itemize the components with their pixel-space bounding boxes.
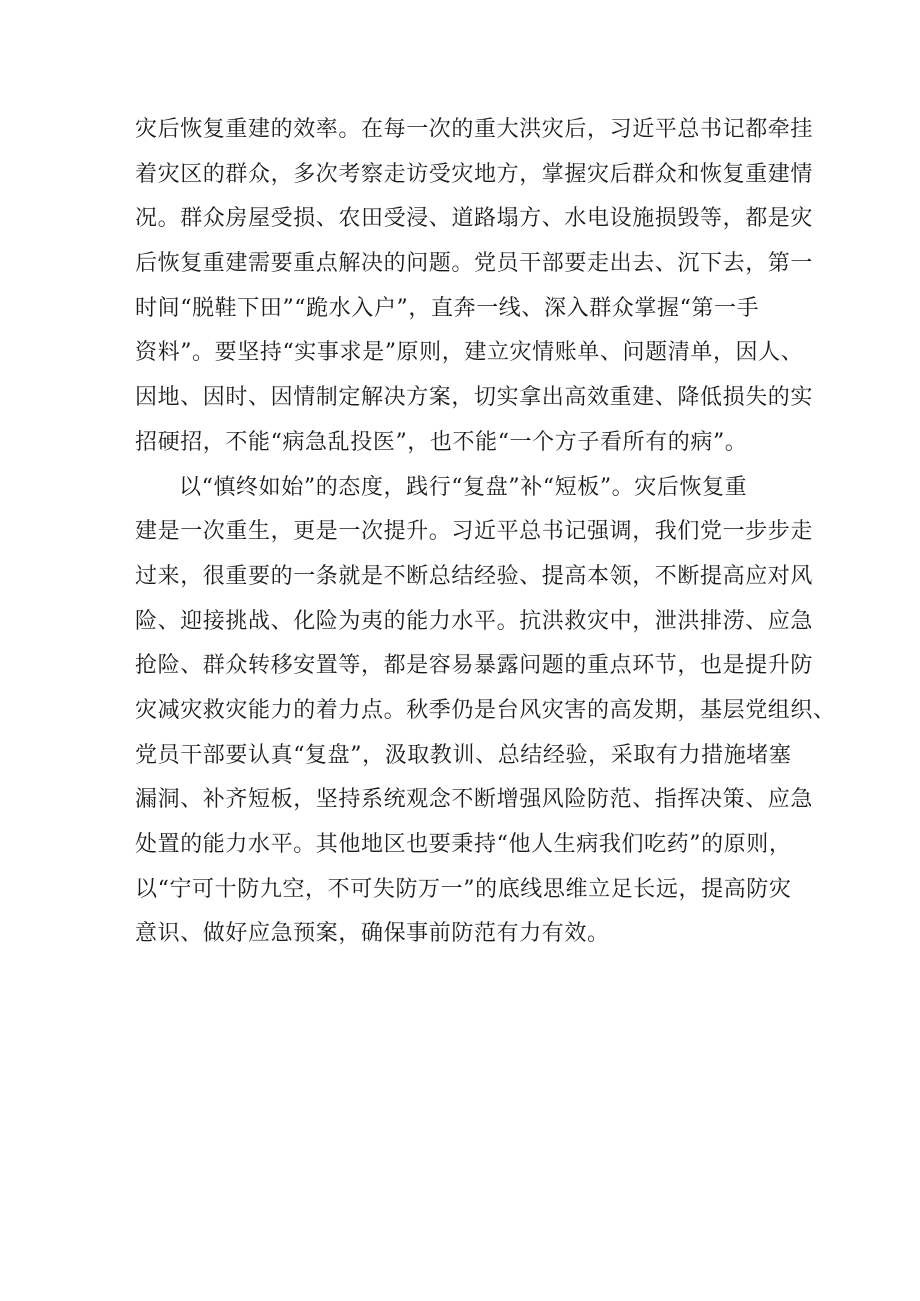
paragraph-1	[135, 108, 814, 466]
paragraph-line: 处置的能力水平。其他地区也要秉持“他人生病我们吃药”的原则，	[135, 832, 792, 857]
paragraph-line: 着灾区的群众，多次考察走访受灾地方，掌握灾后群众和恢复重建情	[135, 161, 814, 187]
paragraph-line: 况。群众房屋受损、农田受浸、道路塌方、水电设施损毁等，都是灾	[135, 206, 814, 232]
paragraph-line: 灾后恢复重建的效率。在每一次的重大洪灾后，习近平总书记都牵挂	[135, 117, 814, 142]
paragraph-line: 建是一次重生，更是一次提升。习近平总书记强调，我们党一步步走	[135, 519, 814, 545]
paragraph-line: 党员干部要认真“复盘”，汲取教训、总结经验，采取有力措施堵塞	[135, 742, 792, 768]
paragraph-line: 险、迎接挑战、化险为夷的能力水平。抗洪救灾中，泄洪排涝、应急	[135, 608, 814, 634]
paragraph-line: 招硬招，不能“病急乱投医”，也不能“一个方子看所有的病”。	[135, 429, 748, 455]
paragraph-2	[135, 466, 836, 958]
document-body	[135, 108, 836, 957]
paragraph-line: 过来，很重要的一条就是不断总结经验、提高本领，不断提高应对风	[135, 563, 814, 589]
paragraph-line: 以“慎终如始”的态度，践行“复盘”补“短板”。灾后恢复重	[179, 474, 748, 500]
paragraph-line: 时间“脱鞋下田”“跪水入户”，直奔一线、深入群众掌握“第一手	[135, 295, 760, 321]
paragraph-line: 抢险、群众转移安置等，都是容易暴露问题的重点环节，也是提升防	[135, 653, 814, 679]
paragraph-line: 灾减灾救灾能力的着力点。秋季仍是台风灾害的高发期，基层党组织、	[135, 697, 836, 723]
paragraph-line: 资料”。要坚持“实事求是”原则，建立灾情账单、问题清单，因人、	[135, 340, 804, 366]
paragraph-line: 漏洞、补齐短板，坚持系统观念不断增强风险防范、指挥决策、应急	[135, 787, 814, 813]
paragraph-line: 意识、做好应急预案，确保事前防范有力有效。	[135, 921, 610, 947]
paragraph-line: 因地、因时、因情制定解决方案，切实拿出高效重建、降低损失的实	[135, 385, 814, 411]
paragraph-line: 以“宁可十防九空，不可失防万一”的底线思维立足长远，提高防灾	[135, 876, 792, 902]
paragraph-line: 后恢复重建需要重点解决的问题。党员干部要走出去、沉下去，第一	[135, 251, 814, 277]
